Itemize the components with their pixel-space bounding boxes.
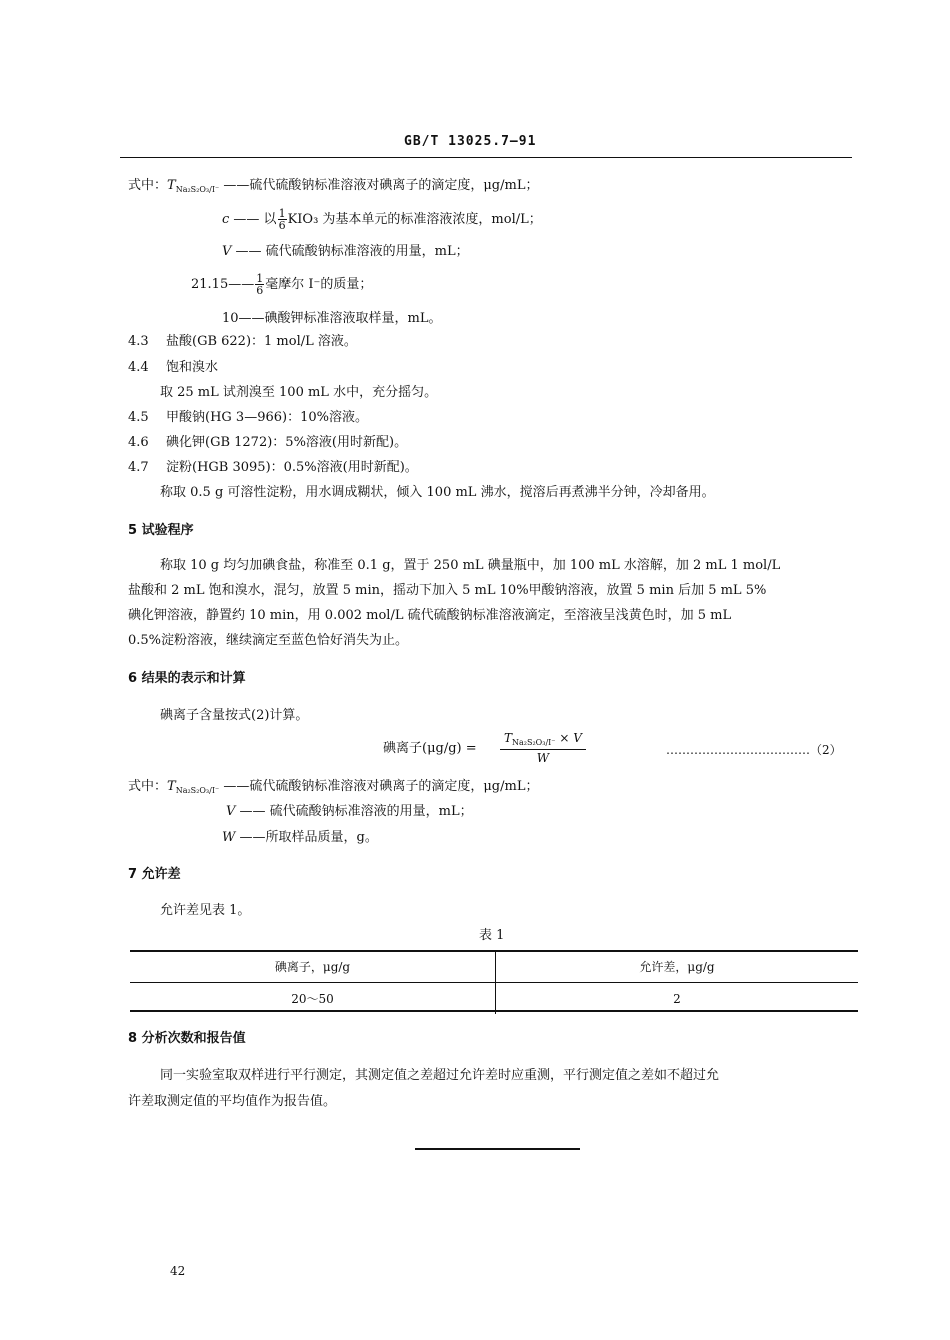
tolerance-table: [130, 951, 858, 1014]
reagent-item: 4.6 碘化钾(GB 1272)：5%溶液(用时新配)。: [128, 435, 408, 450]
reagent-item: 4.3 盐酸(GB 622)：1 mol/L 溶液。: [128, 334, 357, 349]
formula2-def-v: V —— 硫代硫酸钠标准溶液的用量，mL；: [226, 804, 473, 819]
table-cell: 2: [673, 991, 681, 1006]
formula2-lhs: 碘离子(μg/g) =: [383, 741, 477, 756]
table-caption: 表 1: [479, 928, 505, 943]
formula2-def-t: 式中：$T_{Na_2S_2O_3/I^-}$ ——硫代硫酸钠标准溶液对碘离子的滴定度，μg/mL；: [128, 779, 539, 795]
section-6-intro: 碘离子含量按式(2)计算。: [160, 708, 309, 723]
standard-number: GB/T 13025.7—91: [404, 134, 537, 149]
formula1-def-c: c —— 以 $\frac{1}{6}$ KIO₃ 为基本单元的标准溶液浓度，mol/L；: [222, 207, 542, 232]
reagent-item: 4.4 饱和溴水: [128, 360, 219, 375]
formula2-number: ………………………………（2）: [666, 743, 842, 757]
table-bottom-rule: [130, 1010, 858, 1012]
formula1-def-ten: 10——碘酸钾标准溶液取样量，mL。: [222, 311, 442, 326]
section-8-line: 许差取测定值的平均值作为报告值。: [128, 1094, 337, 1109]
reagent-item: 取 25 mL 试剂溴至 100 mL 水中，充分摇匀。: [160, 385, 438, 400]
table-header-row: [130, 951, 858, 983]
section-6-title: 6 结果的表示和计算: [128, 671, 246, 686]
formula1-def-t: 式中：$T_{Na_2S_2O_3/I^-}$ ——硫代硫酸钠标准溶液对碘离子的滴定度，μg/mL；: [128, 178, 539, 194]
reagent-item: 称取 0.5 g 可溶性淀粉，用水调成糊状，倾入 100 mL 沸水，搅溶后再煮沸半分钟，冷却备用。: [160, 485, 715, 500]
formula1-def-v: V —— 硫代硫酸钠标准溶液的用量，mL；: [222, 244, 469, 259]
header-rule: [120, 157, 852, 158]
section-5-title: 5 试验程序: [128, 523, 194, 538]
section-8-title: 8 分析次数和报告值: [128, 1031, 246, 1046]
section-5-line: 称取 10 g 均匀加碘食盐，称准至 0.1 g，置于 250 mL 碘量瓶中，加 100 mL 水溶解，加 2 mL 1 mol/L: [160, 558, 781, 573]
section-5-line: 0.5%淀粉溶液，继续滴定至蓝色恰好消失为止。: [128, 633, 409, 648]
table-cell: 20～50: [130, 983, 496, 1015]
section-5-line: 碘化钾溶液，静置约 10 min，用 0.002 mol/L 硫代硫酸钠标准溶液滴定，至溶液呈浅黄色时，加 5 mL: [128, 608, 732, 623]
page-number: 42: [170, 1264, 186, 1278]
end-rule: [415, 1148, 580, 1150]
formula2-fraction: $T_{Na_2S_2O_3/I^-} \times V$ W: [500, 731, 586, 765]
section-8-line: 同一实验室取双样进行平行测定，其测定值之差超过允许差时应重测，平行测定值之差如不超过允: [160, 1068, 720, 1083]
section-7-intro: 允许差见表 1。: [160, 903, 251, 918]
formula1-def-n: 21.15—— $\frac{1}{6}$ 毫摩尔 I⁻的质量；: [191, 272, 373, 297]
table-header-cell: 碘离子，μg/g: [130, 951, 496, 983]
reagent-item: 4.7 淀粉(HGB 3095)：0.5%溶液(用时新配)。: [128, 460, 418, 475]
section-7-title: 7 允许差: [128, 867, 181, 882]
formula2-def-w: W ——所取样品质量，g。: [222, 830, 378, 845]
table-header-cell: 允许差，μg/g: [496, 951, 859, 983]
reagent-item: 4.5 甲酸钠(HG 3—966)：10%溶液。: [128, 410, 368, 425]
section-5-line: 盐酸和 2 mL 饱和溴水，混匀，放置 5 min，摇动下加入 5 mL 10%甲酸钠溶液，放置 5 min 后加 5 mL 5%: [128, 583, 767, 598]
